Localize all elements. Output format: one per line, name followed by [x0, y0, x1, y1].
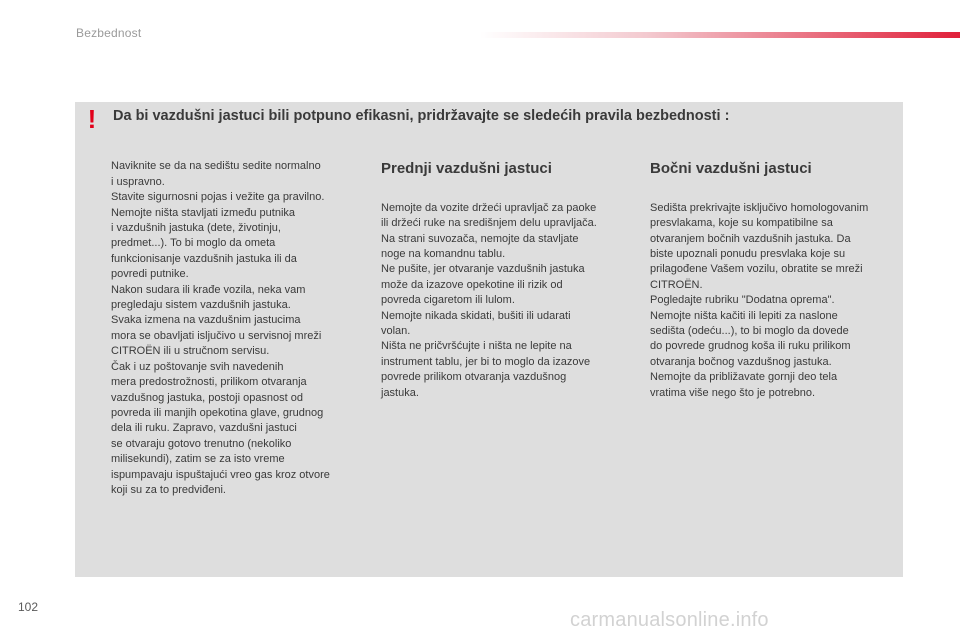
side-airbags-text: Sedišta prekrivajte isključivo homologovanim presvlakama, koje su kompatibilne sa otvaranjem bočnih vazdušnih jastuka. Da biste upoznali ponudu presvlaka koje su prilagođene Vašem vozilu, obratite se mreži CITROËN. Pogledajte rubriku "Dodatna oprema". Nemojte ništa kačiti ili lepiti za naslone sedišta (odeću...), to bi moglo da dovede do povrede grudnog koša ili ruku prilikom otvaranja bočnog vazdušnog jastuka. Nemojte da približavate gornji deo tela vratima više nego što je potrebno.: [650, 201, 869, 399]
panel-title: Da bi vazdušni jastuci bili potpuno efikasni, pridržavajte se sledećih pravila bezbednosti :: [113, 108, 730, 124]
intro-text: Naviknite se da na sedištu sedite normalno i uspravno. Stavite sigurnosni pojas i vežite ga pravilno. Nemojte ništa stavljati između putnika i vazdušnih jastuka (dete, životinju, predmet...). To bi moglo da ometa funkcionisanje vazdušnih jastuka ili da povredi putnike. Nakon sudara ili krađe vozila, neka vam pregledaju sistem vazdušnih jastuka. Svaka izmena na vazdušnim jastucima mora se obavljati isljučivo u servisnoj mreži CITROËN ili u stručnom servisu. Čak i uz poštovanje svih navedenih mera predostrožnosti, prilikom otvaranja vazdušnog jastuka, postoji opasnost od povreda ili manjih opekotina glave, grudnog dela ili ruku. Zapravo, vazdušni jastuci se otvaraju gotovo trenutno (nekoliko milisekundi), zatim se za isto vreme ispumpavaju ispuštajući vreo gas kroz otvore koji su za to predviđeni.: [111, 160, 330, 496]
section-label: Bezbednost: [76, 26, 142, 40]
front-airbags-heading: Prednji vazdušni jastuci: [381, 160, 552, 178]
side-airbags-heading: Bočni vazdušni jastuci: [650, 160, 812, 178]
watermark: carmanualsonline.info: [570, 609, 769, 631]
intro-column: [111, 144, 366, 514]
front-airbags-column: [381, 145, 636, 417]
warning-icon: !: [87, 104, 97, 134]
side-airbags-column: [650, 145, 900, 417]
header-accent-bar: [480, 32, 960, 38]
page-number: 102: [18, 600, 39, 614]
front-airbags-text: Nemojte da vozite držeći upravljač za paoke ili držeći ruke na središnjem delu upravljača. Na strani suvozača, nemojte da stavljate noge na komandnu tablu. Ne pušite, jer otvaranje vazdušnih jastuka može da izazove opekotine ili rizik od povreda cigaretom ili lulom. Nemojte nikada skidati, bušiti ili udarati volan. Ništa ne pričvršćujte i ništa ne lepite na instrument tablu, jer bi to moglo da izazove povrede prilikom otvaranja vazdušnog jastuka.: [381, 201, 597, 399]
